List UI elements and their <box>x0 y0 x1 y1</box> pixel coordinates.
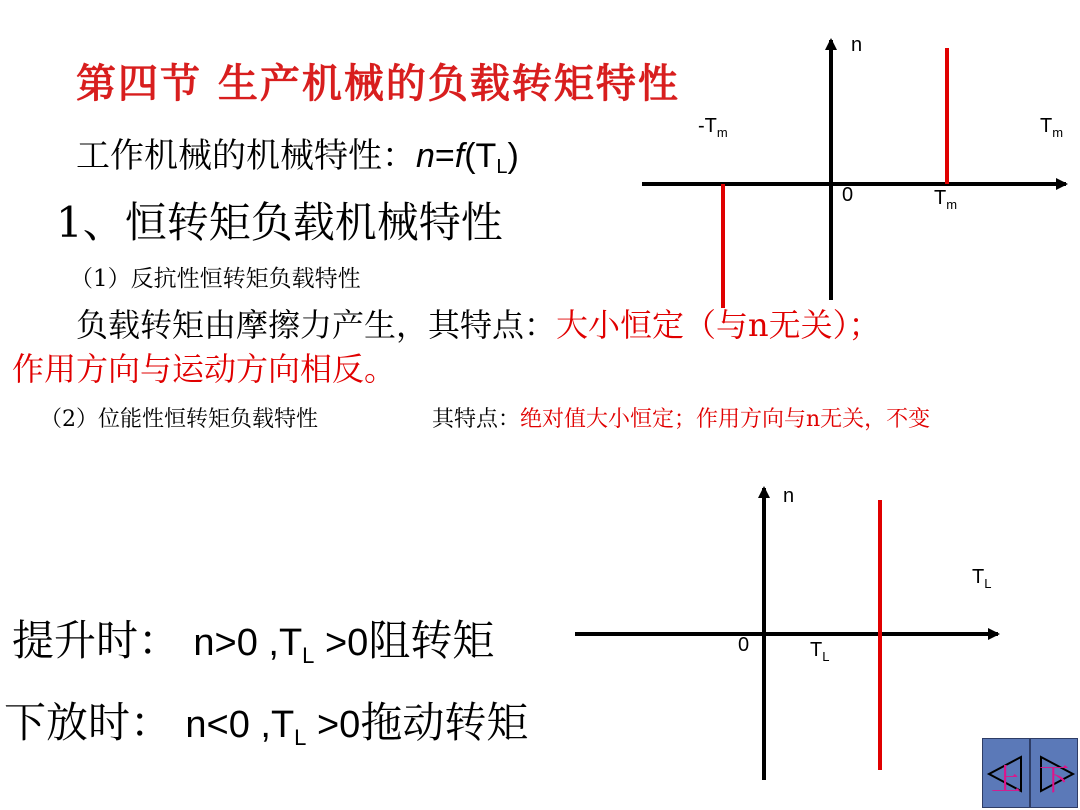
next-slide-button[interactable] <box>1030 738 1078 808</box>
reactive-load-graph <box>642 34 1066 308</box>
reactive-description-black: 负载转矩由摩擦力产生，其特点： <box>76 306 557 344</box>
graph2-tl-right-label: $T_L$ <box>972 566 992 591</box>
formula-paren-close: ) <box>507 137 519 175</box>
graph2-origin-label: 0 <box>738 634 750 656</box>
formula-eq: = <box>434 137 455 175</box>
potential-load-graph <box>575 485 998 780</box>
graph2-n-label: n <box>783 485 795 507</box>
formula-paren-open: (T <box>464 137 497 175</box>
formula-n: n <box>416 137 435 175</box>
graph1-n-label: n <box>851 34 863 56</box>
subheading-reactive: （1）反抗性恒转矩负载特性 <box>70 266 361 292</box>
slide-title: 第四节 生产机械的负载转矩特性 <box>76 60 680 107</box>
formula-f: f <box>454 137 465 175</box>
slide-navigation <box>982 738 1078 808</box>
lifting-tail: 阻转矩 <box>368 616 495 665</box>
graph2-tl-pos-label: $T_L$ <box>810 639 830 664</box>
graph1-origin-label: 0 <box>842 184 854 206</box>
previous-slide-label: 上 <box>991 763 1021 798</box>
subheading-potential: （2）位能性恒转矩负载特性 <box>40 407 318 432</box>
formula-sub: L <box>496 156 508 178</box>
graph1-tm-right-label: $T_m$ <box>1040 115 1064 140</box>
lowering-label: 下放时： <box>4 698 173 747</box>
potential-features-black: 其特点： <box>432 407 521 432</box>
next-slide-label: 下 <box>1039 763 1069 798</box>
potential-features-red: 绝对值大小恒定；作用方向与n无关，不变 <box>520 407 931 432</box>
lowering-expr: n<0 $,T_L >0$ <box>185 704 361 750</box>
previous-slide-button[interactable] <box>982 738 1030 808</box>
graph1-neg-tm-label: $-T_m$ <box>698 115 728 140</box>
reactive-direction-note: 作用方向与运动方向相反。 <box>12 350 397 388</box>
graph1-tm-pos-label: $T_m$ <box>934 187 958 212</box>
lowering-tail: 拖动转矩 <box>360 698 529 747</box>
lifting-expr: n>0 $,T_L >0$ <box>193 622 369 668</box>
lifting-label: 提升时： <box>12 616 181 665</box>
reactive-description-red: 大小恒定（与n无关）； <box>556 306 881 344</box>
section-heading: 1、恒转矩负载机械特性 <box>56 198 503 247</box>
formula-prefix: 工作机械的机械特性： <box>76 136 416 176</box>
